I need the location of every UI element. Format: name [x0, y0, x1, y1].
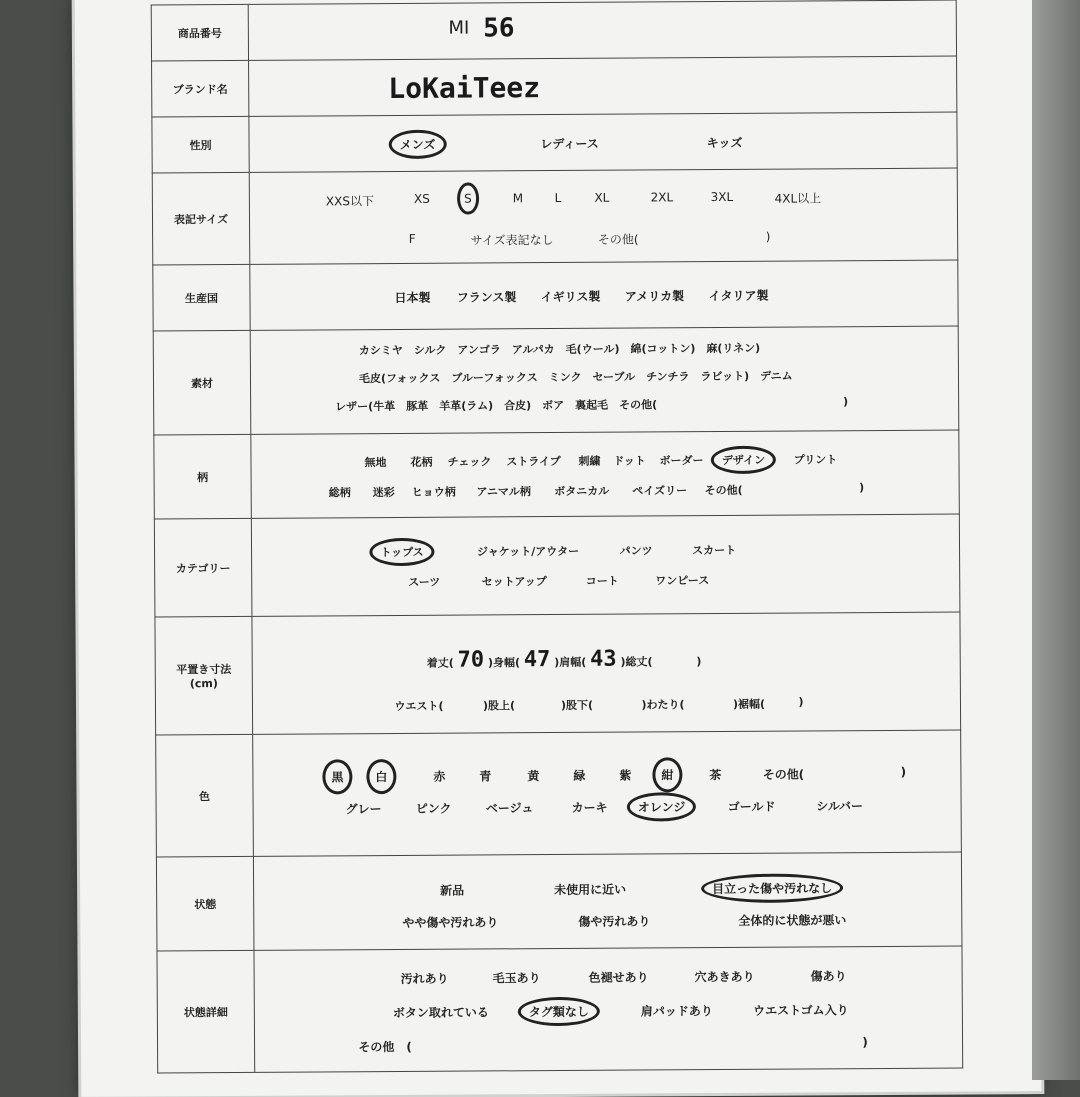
- label-condition: 状態: [156, 856, 254, 951]
- condition-detail-option: ボタン取れている: [392, 1005, 489, 1021]
- color-options: [253, 730, 962, 856]
- color-option: カーキ: [571, 800, 608, 815]
- condition-detail-option: 穴あきあり: [694, 969, 755, 985]
- label-size: 表記サイズ: [152, 172, 250, 265]
- item-number-handwritten: 56: [483, 13, 515, 44]
- condition-option-no-noticeable-damage-circled: 目立った傷や汚れなし: [701, 873, 843, 903]
- condition-options: [253, 852, 962, 950]
- color-option: ピンク: [415, 801, 452, 816]
- size-option: サイズ表記なし: [470, 233, 554, 248]
- item-number-prefix: MI: [448, 17, 470, 39]
- label-pattern: 柄: [154, 434, 252, 519]
- size-option: L: [554, 190, 562, 206]
- size-options: [249, 168, 958, 264]
- color-option-orange-circled: オレンジ: [627, 792, 697, 821]
- color-option: グレー: [345, 802, 382, 817]
- row-gender: [152, 112, 957, 173]
- country-option: イタリア製: [708, 288, 769, 304]
- pattern-option: アニマル柄: [476, 485, 531, 499]
- size-option: F: [408, 231, 416, 246]
- label-measurements-unit: (cm): [189, 677, 218, 691]
- row-measurements: [155, 612, 961, 735]
- size-option: XL: [594, 190, 610, 205]
- measure-length-handwritten: 70: [457, 647, 485, 673]
- condition-detail-other-close: ): [862, 1035, 868, 1050]
- label-measurements-main: 平置き寸法: [176, 662, 232, 677]
- material-line-3-text: レザー(牛革 豚革 羊革(ラム) 合皮) ボア 裏起毛 その他(: [335, 398, 658, 414]
- brand-handwritten: LoKaiTeez: [388, 71, 541, 106]
- color-option: 紫: [619, 768, 632, 783]
- category-option: セットアップ: [481, 575, 547, 589]
- pattern-option: ボーダー: [659, 454, 704, 468]
- size-option: XS: [413, 191, 430, 206]
- label-item-number: 商品番号: [151, 4, 248, 61]
- pattern-option: 刺繍: [578, 454, 601, 468]
- color-option: 赤: [433, 769, 446, 784]
- country-options: [250, 260, 958, 330]
- gender-option-mens-circled: メンズ: [389, 130, 447, 159]
- measure-length-label: 着丈(: [426, 656, 454, 670]
- product-form: [151, 0, 964, 1073]
- condition-detail-option: ウエストゴム入り: [753, 1003, 849, 1018]
- pattern-option: ヒョウ柄: [411, 485, 456, 499]
- measure-width-handwritten: 47: [523, 647, 551, 673]
- category-option: コート: [585, 574, 619, 588]
- value-brand: [249, 56, 957, 116]
- pattern-options: [251, 430, 959, 518]
- pattern-option: チェック: [447, 455, 492, 469]
- condition-detail-options: [254, 946, 963, 1072]
- color-option: 青: [479, 769, 492, 784]
- row-color: [156, 730, 962, 857]
- plastic-sleeve-edge: [1032, 0, 1080, 1080]
- condition-detail-option: 肩パッドあり: [640, 1004, 713, 1019]
- condition-option: やや傷や汚れあり: [402, 915, 499, 930]
- pattern-option: ペイズリー: [632, 484, 688, 498]
- row-item-number: [151, 0, 956, 61]
- pattern-option-close: ): [859, 481, 865, 495]
- measure-shoulder-label: )肩幅(: [554, 655, 587, 670]
- gender-option-kids: キッズ: [706, 135, 743, 151]
- paper-sheet: [75, 0, 1042, 1097]
- condition-detail-option: 毛玉あり: [492, 971, 541, 986]
- color-option-white-circled: 白: [366, 759, 396, 794]
- pattern-option: ドット: [613, 454, 646, 468]
- category-option-tops-circled: トップス: [369, 538, 434, 566]
- measurement-fields: [252, 612, 961, 734]
- label-condition-detail: 状態詳細: [157, 950, 255, 1073]
- pattern-option: 迷彩: [372, 485, 395, 500]
- measure-total-close: ): [696, 655, 702, 669]
- label-category: カテゴリー: [154, 518, 252, 617]
- pattern-option: プリント: [793, 453, 838, 467]
- value-item-number: [248, 0, 956, 60]
- condition-detail-option: 色褪せあり: [588, 970, 649, 985]
- measure-field: )股上(: [482, 699, 516, 713]
- measure-field-close: ): [798, 695, 804, 709]
- size-option: XXS以下: [325, 194, 374, 209]
- country-option: フランス製: [456, 290, 517, 305]
- category-options: [251, 514, 960, 616]
- condition-detail-option: 傷あり: [810, 969, 847, 984]
- category-option: ジャケット/アウター: [476, 544, 580, 559]
- measure-field: )わたり(: [641, 698, 685, 712]
- pattern-option: 花柄: [410, 455, 433, 469]
- category-option: スーツ: [408, 575, 441, 589]
- measure-total-label: )総丈(: [620, 655, 653, 669]
- pattern-option: ストライプ: [506, 454, 561, 469]
- label-country: 生産国: [153, 264, 250, 331]
- label-brand: ブランド名: [152, 60, 249, 117]
- row-category: [154, 514, 960, 617]
- size-option: M: [512, 191, 524, 206]
- condition-detail-option-no-tags-circled: タグ類なし: [518, 997, 600, 1027]
- pattern-option: その他(: [704, 483, 743, 498]
- measure-field: )股下(: [560, 698, 594, 712]
- color-option: 緑: [573, 768, 586, 783]
- pattern-option-design-circled: デザイン: [711, 446, 776, 474]
- gender-options: [249, 112, 957, 172]
- condition-option: 傷や汚れあり: [578, 914, 651, 929]
- color-option: その他(: [762, 767, 805, 782]
- color-option: ゴールド: [727, 799, 776, 814]
- category-option: スカート: [692, 543, 737, 558]
- row-brand: [152, 56, 957, 117]
- color-option-black-circled: 黒: [322, 759, 352, 794]
- country-option: アメリカ製: [624, 289, 685, 304]
- gender-option-ladies: レディース: [540, 136, 599, 152]
- condition-detail-option: 汚れあり: [400, 971, 449, 986]
- label-color: 色: [156, 734, 254, 857]
- country-option: イギリス製: [540, 289, 601, 305]
- row-condition: [156, 852, 962, 951]
- measure-width-label: )身幅(: [487, 656, 521, 670]
- country-option: 日本製: [394, 290, 431, 305]
- size-option-close: ): [765, 229, 771, 244]
- row-country: [153, 260, 958, 331]
- size-option: 3XL: [710, 189, 734, 205]
- pattern-option: ボタニカル: [554, 484, 610, 499]
- category-option: パンツ: [619, 544, 653, 558]
- measure-field: ウエスト(: [394, 699, 444, 714]
- material-line-2: 毛皮(フォックス ブルーフォックス ミンク セーブル チンチラ ラビット) デニム: [358, 369, 793, 386]
- label-gender: 性別: [152, 116, 249, 173]
- material-line-1: カシミヤ シルク アンゴラ アルパカ 毛(ウール) 綿(コットン) 麻(リネン): [358, 341, 761, 358]
- condition-option: 全体的に状態が悪い: [738, 913, 847, 928]
- material-line-3-close: ): [843, 395, 849, 409]
- measure-shoulder-handwritten: 43: [590, 646, 617, 672]
- material-options: [250, 326, 959, 434]
- label-measurements: [155, 616, 253, 735]
- row-condition-detail: [157, 946, 963, 1073]
- size-option: 4XL以上: [774, 191, 822, 206]
- color-option: シルバー: [816, 799, 864, 814]
- color-option: 茶: [709, 768, 722, 783]
- row-pattern: [154, 430, 959, 519]
- color-option-close: ): [900, 764, 907, 779]
- pattern-option: 無地: [364, 456, 387, 470]
- measure-field: )裾幅(: [732, 697, 766, 711]
- condition-option: 未使用に近い: [554, 882, 627, 898]
- size-option-s-circled: S: [457, 182, 479, 214]
- category-option: ワンピース: [655, 574, 710, 588]
- label-material: 素材: [153, 330, 251, 435]
- condition-detail-other: その他 (: [358, 1039, 412, 1055]
- row-size: [152, 168, 958, 265]
- size-option: その他(: [597, 232, 639, 247]
- condition-option: 新品: [440, 883, 465, 898]
- material-line-3: [335, 395, 958, 415]
- row-material: [153, 326, 959, 435]
- size-option: 2XL: [650, 190, 674, 205]
- color-option-navy-circled: 紺: [652, 757, 682, 792]
- color-option: 黄: [527, 769, 540, 784]
- pattern-option: 総柄: [328, 486, 351, 500]
- color-option: ベージュ: [485, 801, 534, 816]
